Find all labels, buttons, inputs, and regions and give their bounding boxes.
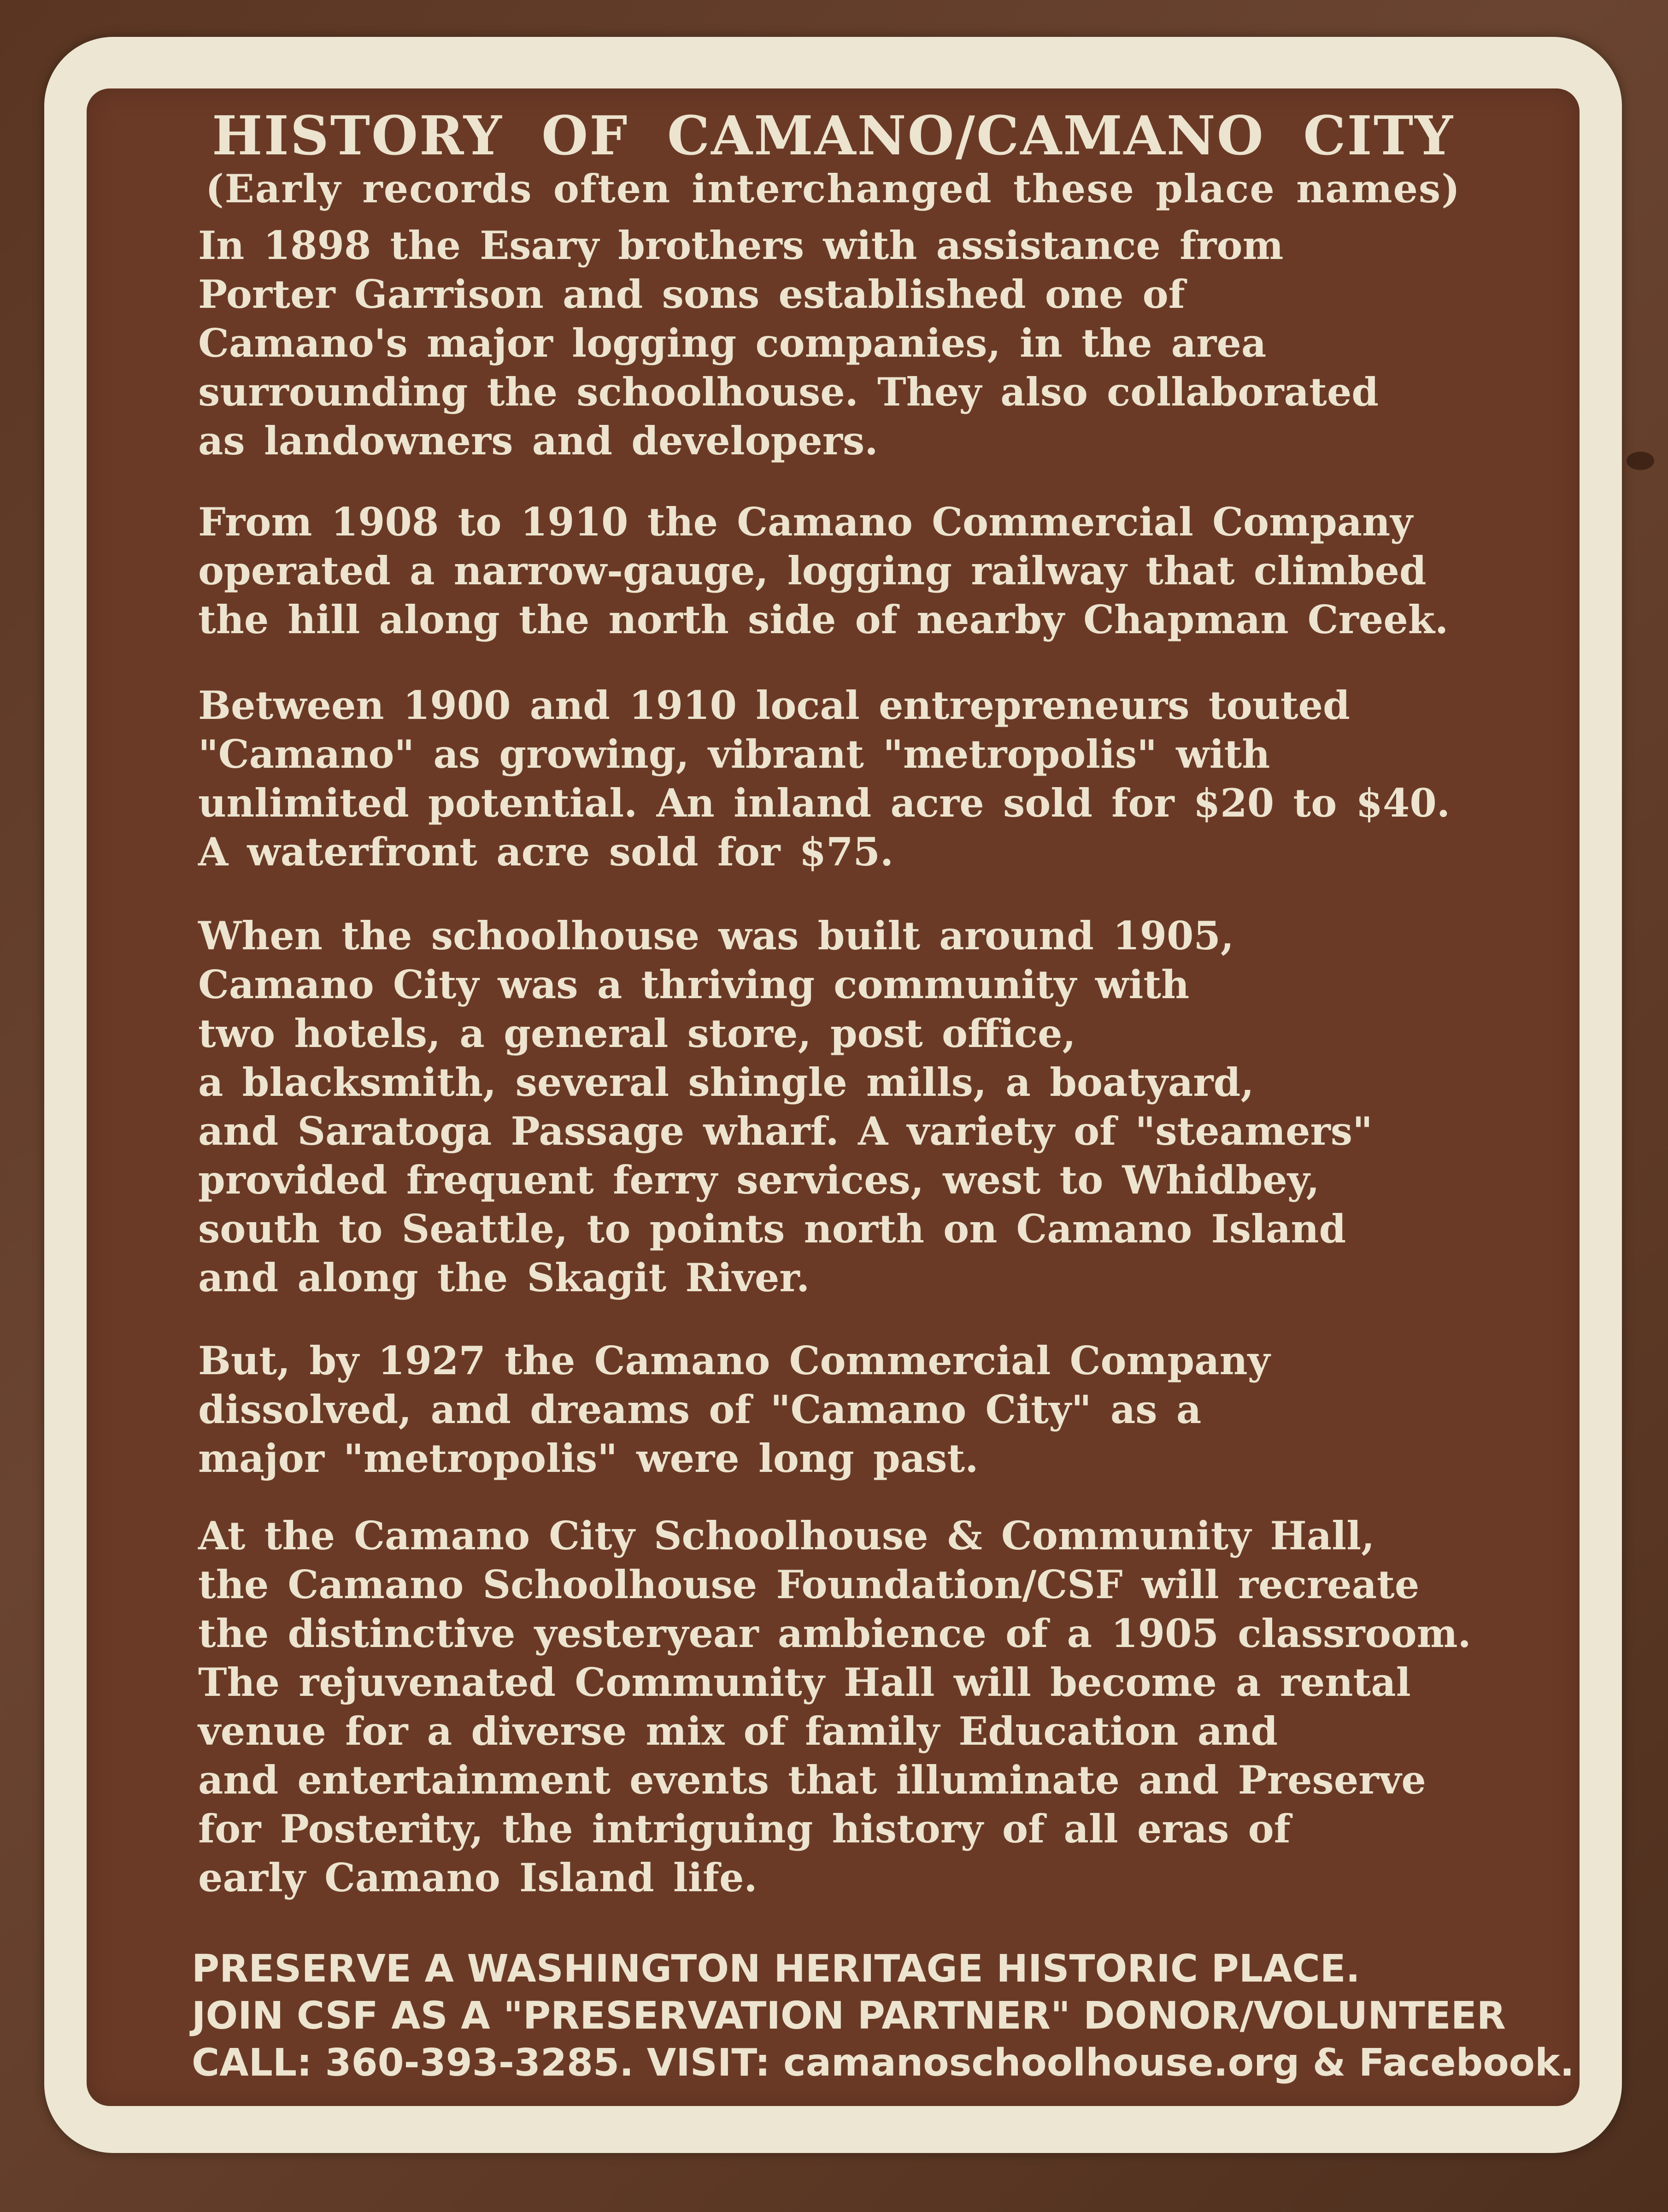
text-line: Porter Garrison and sons established one of (198, 271, 1185, 317)
text-line: major "metropolis" were long past. (198, 1435, 979, 1481)
paragraph-foundation (198, 1512, 1471, 1902)
text-line: Camano City was a thriving community with (198, 962, 1190, 1007)
text-line: the hill along the north side of nearby Chapman Creek. (198, 597, 1449, 642)
footer-line: PRESERVE A WASHINGTON HERITAGE HISTORIC PLACE. (192, 1947, 1360, 1991)
text-line: for Posterity, the intriguing history of all eras of (198, 1806, 1291, 1852)
text-line: But, by 1927 the Camano Commercial Company (198, 1338, 1270, 1383)
text-line: From 1908 to 1910 the Camano Commercial Company (198, 499, 1413, 545)
text-line: operated a narrow-gauge, logging railway that climbed (198, 548, 1427, 594)
text-line: When the schoolhouse was built around 1905, (198, 913, 1234, 959)
text-line: and Saratoga Passage wharf. A variety of "steamers" (198, 1108, 1373, 1154)
text-line: In 1898 the Esary brothers with assistance from (198, 223, 1284, 268)
footer-line: CALL: 360-393-3285. VISIT: camanoschoolhouse.org & Facebook. (192, 2041, 1574, 2085)
text-line: and entertainment events that illuminate and Preserve (198, 1757, 1426, 1803)
text-line: The rejuvenated Community Hall will become a rental (198, 1659, 1411, 1705)
text-line: venue for a diverse mix of family Education and (198, 1708, 1278, 1754)
text-line: as landowners and developers. (198, 418, 878, 464)
paragraph-schoolhouse-built (198, 912, 1373, 1302)
wood-knot (1627, 452, 1654, 470)
text-line: Between 1900 and 1910 local entrepreneurs touted (198, 682, 1350, 728)
text-line: dissolved, and dreams of "Camano City" as a (198, 1387, 1202, 1432)
sign-footer (192, 1946, 1574, 2087)
text-line: south to Seattle, to points north on Camano Island (198, 1206, 1346, 1252)
sign-title: HISTORY OF CAMANO/CAMANO CITY (212, 105, 1454, 167)
paragraph-railway (198, 498, 1448, 644)
text-line: "Camano" as growing, vibrant "metropolis" with (198, 731, 1270, 777)
text-line: Camano's major logging companies, in the area (198, 320, 1267, 366)
paragraph-esary-brothers (198, 221, 1379, 465)
text-line: unlimited potential. An inland acre sold for $20 to $40. (198, 780, 1451, 826)
text-line: A waterfront acre sold for $75. (198, 829, 894, 875)
text-line: provided frequent ferry services, west to Whidbey, (198, 1157, 1320, 1203)
text-line: and along the Skagit River. (198, 1255, 810, 1300)
paragraph-metropolis (198, 681, 1450, 877)
text-line: surrounding the schoolhouse. They also collaborated (198, 369, 1379, 415)
text-line: the distinctive yesteryear ambience of a 1905 classroom. (198, 1611, 1471, 1656)
footer-line: JOIN CSF AS A "PRESERVATION PARTNER" DONOR/VOLUNTEER (192, 1994, 1506, 2038)
text-line: the Camano Schoolhouse Foundation/CSF will recreate (198, 1562, 1420, 1607)
text-line: At the Camano City Schoolhouse & Community Hall, (198, 1513, 1375, 1559)
paragraph-dissolved (198, 1336, 1270, 1483)
text-line: early Camano Island life. (198, 1855, 758, 1900)
text-line: two hotels, a general store, post office, (198, 1011, 1076, 1056)
sign-subtitle: (Early records often interchanged these place names) (206, 166, 1461, 212)
text-line: a blacksmith, several shingle mills, a boatyard, (198, 1059, 1254, 1105)
